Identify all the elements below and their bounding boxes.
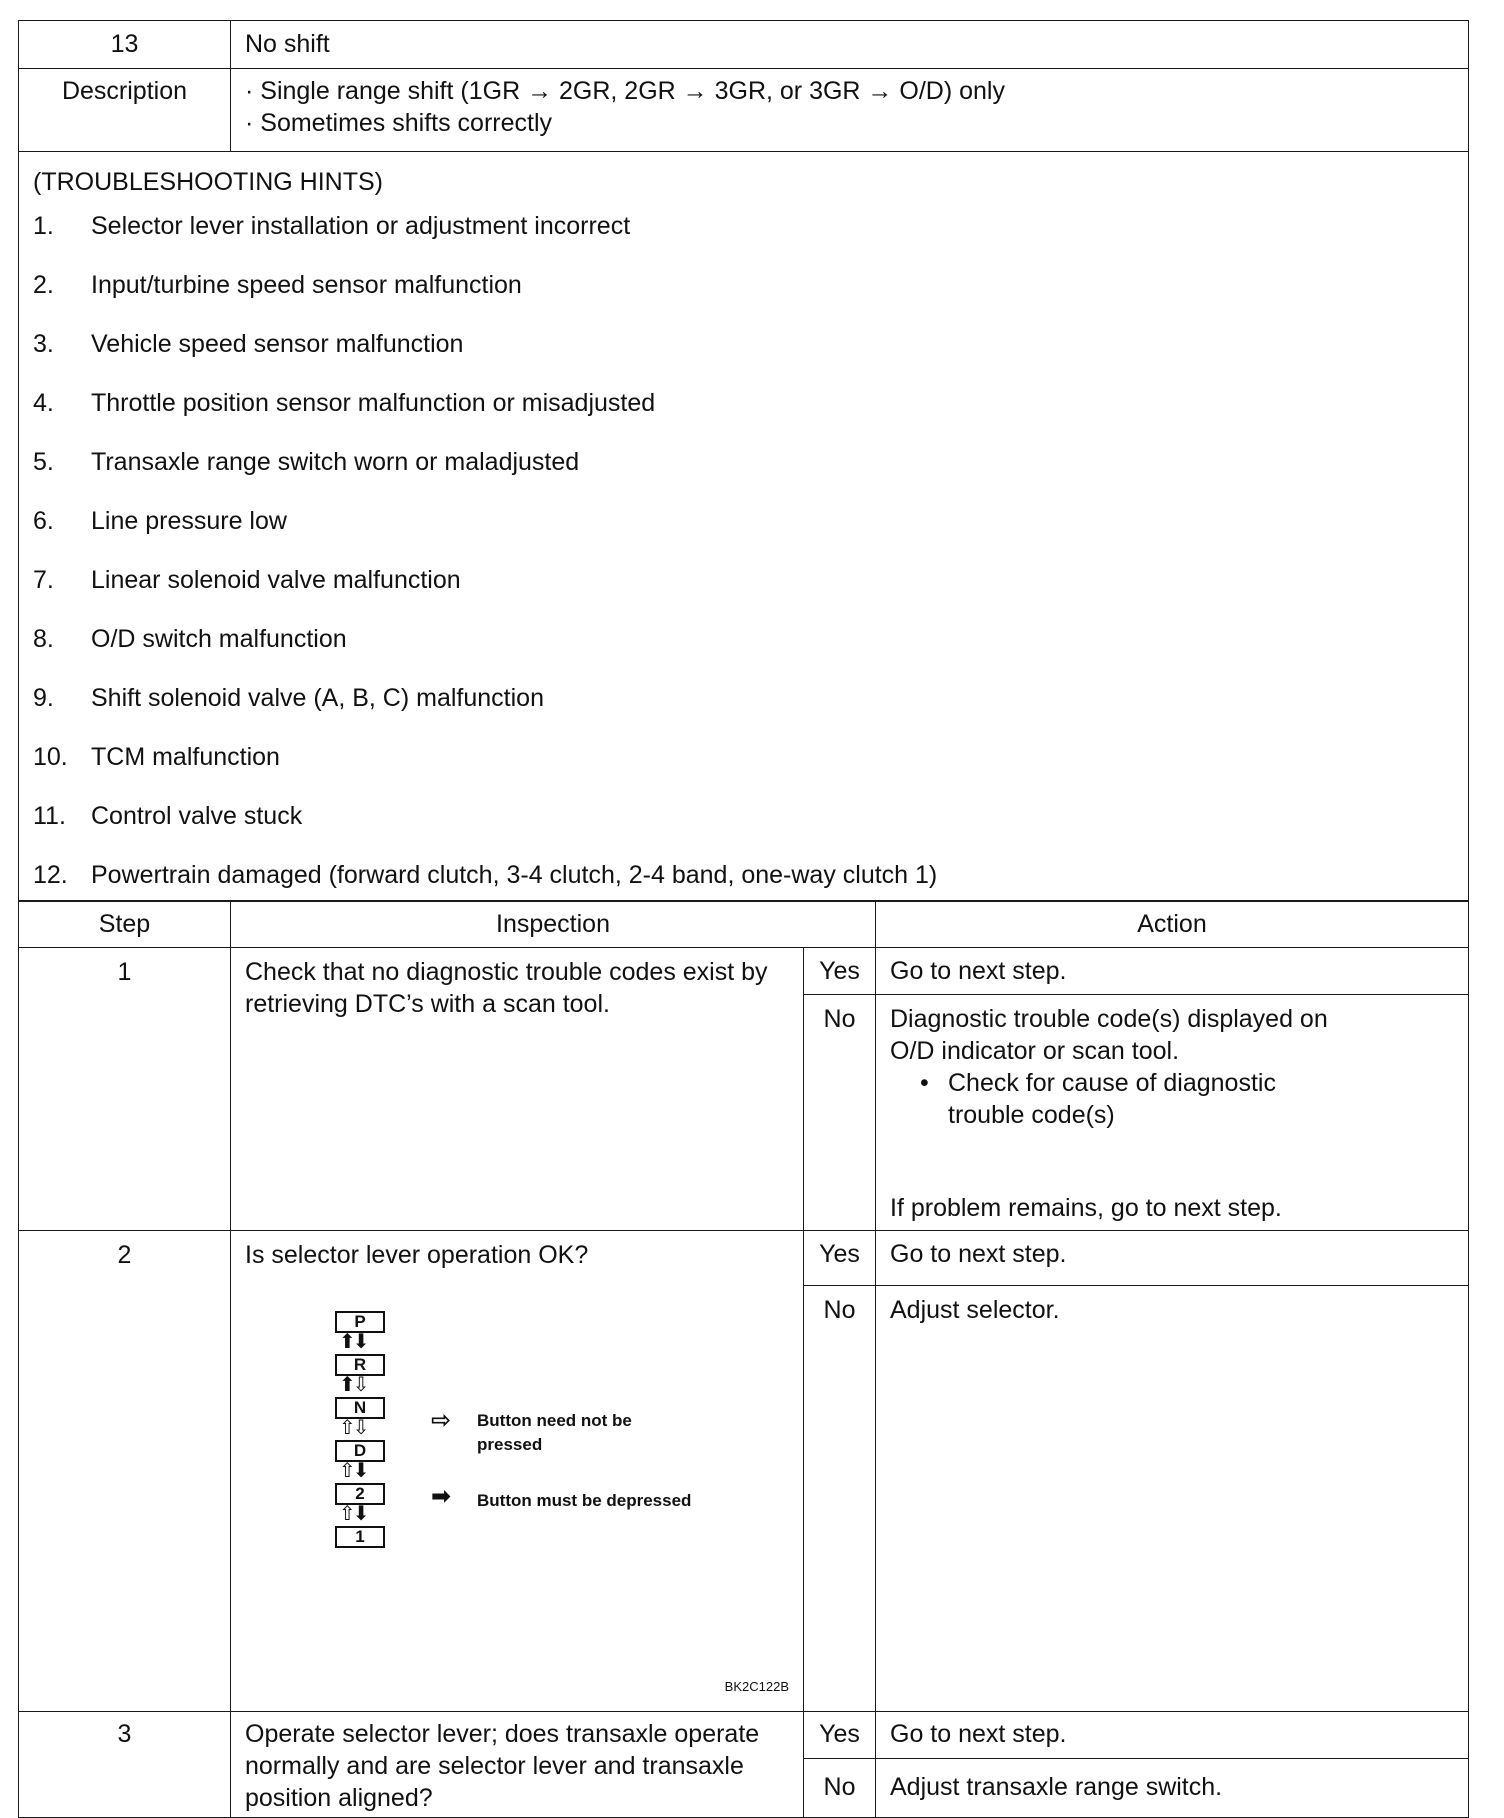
hint-number: 5.: [33, 448, 54, 476]
column-header-action: Action: [876, 901, 1469, 948]
step-number: 3: [19, 1712, 231, 1818]
gear-position: R: [335, 1354, 385, 1376]
yes-label: Yes: [804, 1231, 876, 1286]
hint-item: [19, 623, 1468, 682]
hint-number: 9.: [33, 684, 54, 712]
step-row: [19, 1231, 1469, 1286]
hint-number: 10.: [33, 743, 68, 771]
yes-label: Yes: [804, 1712, 876, 1759]
step-row: [19, 948, 1469, 995]
troubleshooting-sheet: [18, 20, 1468, 1818]
hint-text: Control valve stuck: [91, 802, 303, 830]
hint-text: Shift solenoid valve (A, B, C) malfunction: [91, 684, 544, 712]
hints-row: [19, 152, 1469, 902]
yes-label: Yes: [804, 948, 876, 995]
gear-position: N: [335, 1397, 385, 1419]
no-action-bullet: [890, 1067, 1468, 1131]
no-action: Adjust selector.: [876, 1286, 1469, 1712]
hint-number: 4.: [33, 389, 54, 417]
shift-arrow-icon: ⇧⬇: [339, 1460, 367, 1483]
hints-cell: [19, 152, 1469, 902]
step-number: 2: [19, 1231, 231, 1712]
step-inspection: Check that no diagnostic trouble codes exist by retrieving DTC’s with a scan tool.: [231, 948, 804, 1231]
steps-table: [18, 900, 1469, 1818]
column-header-inspection: Inspection: [231, 901, 876, 948]
description-line: · Single range shift (1GR → 2GR, 2GR → 3GR, or 3GR → O/D) only: [245, 77, 1005, 105]
hint-text: Vehicle speed sensor malfunction: [91, 330, 464, 358]
step-number: 1: [19, 948, 231, 1231]
bullet-icon: •: [920, 1069, 929, 1098]
gear-position: 1: [335, 1526, 385, 1548]
selector-diagram: [231, 1271, 803, 1711]
hint-text: O/D switch malfunction: [91, 625, 347, 653]
troubleshooting-title: No shift: [231, 21, 1469, 69]
hint-number: 12.: [33, 861, 68, 889]
legend-hollow-text: Button need not be pressed: [477, 1411, 632, 1455]
yes-action: Go to next step.: [876, 948, 1469, 995]
steps-header-row: [19, 901, 1469, 948]
hint-number: 11.: [33, 802, 66, 830]
legend-solid-text: Button must be depressed: [477, 1491, 692, 1511]
hint-item: [19, 328, 1468, 387]
bullet-text: Check for cause of diagnostic trouble code(s): [948, 1069, 1276, 1130]
description-row: [19, 69, 1469, 152]
hint-item: [19, 446, 1468, 505]
hint-number: 7.: [33, 566, 54, 594]
hint-item: [19, 269, 1468, 328]
step-row: [19, 1712, 1469, 1759]
shift-arrow-icon: ⬆⬇: [339, 1331, 367, 1354]
gear-position: 2: [335, 1483, 385, 1505]
hint-text: Input/turbine speed sensor malfunction: [91, 271, 522, 299]
hollow-arrow-icon: ⇨: [431, 1407, 452, 1435]
gear-position: D: [335, 1440, 385, 1462]
no-label: No: [804, 1286, 876, 1712]
column-header-step: Step: [19, 901, 231, 948]
yes-action: Go to next step.: [876, 1231, 1469, 1286]
hint-number: 8.: [33, 625, 54, 653]
description-text: [231, 69, 1469, 152]
hint-text: Transaxle range switch worn or maladjusted: [91, 448, 580, 476]
hint-item: [19, 564, 1468, 623]
hint-item: [19, 505, 1468, 564]
hint-number: 1.: [33, 212, 54, 240]
hints-title: (TROUBLESHOOTING HINTS): [33, 168, 384, 196]
step-inspection: Operate selector lever; does transaxle operate normally and are selector lever and transaxle position aligned?: [231, 1712, 804, 1818]
troubleshooting-number: 13: [19, 21, 231, 69]
hint-item: [19, 800, 1468, 859]
figure-code: BK2C122B: [724, 1679, 789, 1695]
description-line: · Sometimes shifts correctly: [245, 109, 553, 137]
hint-item: [19, 859, 1468, 901]
hint-item: [19, 210, 1468, 269]
shift-arrow-icon: ⇧⇩: [339, 1417, 367, 1440]
inspection-question: Is selector lever operation OK?: [245, 1241, 589, 1270]
header-table: [18, 20, 1469, 902]
hint-number: 3.: [33, 330, 54, 358]
hint-text: Throttle position sensor malfunction or misadjusted: [91, 389, 656, 417]
no-action: Adjust transaxle range switch.: [876, 1759, 1469, 1818]
no-action-line: Diagnostic trouble code(s) displayed on: [890, 1005, 1328, 1034]
hint-text: Powertrain damaged (forward clutch, 3-4 clutch, 2-4 band, one-way clutch 1): [91, 861, 938, 889]
step-inspection: [231, 1231, 804, 1712]
title-row: [19, 21, 1469, 69]
description-label: Description: [19, 69, 231, 152]
hint-text: Selector lever installation or adjustment incorrect: [91, 212, 631, 240]
hint-text: Linear solenoid valve malfunction: [91, 566, 461, 594]
gear-position: P: [335, 1311, 385, 1333]
hint-text: TCM malfunction: [91, 743, 280, 771]
hint-item: [19, 387, 1468, 446]
hint-item: [19, 741, 1468, 800]
no-action-line: O/D indicator or scan tool.: [890, 1037, 1180, 1066]
no-label: No: [804, 995, 876, 1231]
shift-arrow-icon: ⇧⬇: [339, 1503, 367, 1526]
hint-item: [19, 682, 1468, 741]
no-label: No: [804, 1759, 876, 1818]
hint-number: 2.: [33, 271, 54, 299]
hint-text: Line pressure low: [91, 507, 287, 535]
solid-arrow-icon: ➡: [431, 1483, 452, 1511]
hints-list: [19, 210, 1468, 901]
no-action: [876, 995, 1469, 1231]
no-action-footer: If problem remains, go to next step.: [890, 1194, 1282, 1223]
shift-arrow-icon: ⬆⇩: [339, 1374, 367, 1397]
hint-number: 6.: [33, 507, 54, 535]
yes-action: Go to next step.: [876, 1712, 1469, 1759]
